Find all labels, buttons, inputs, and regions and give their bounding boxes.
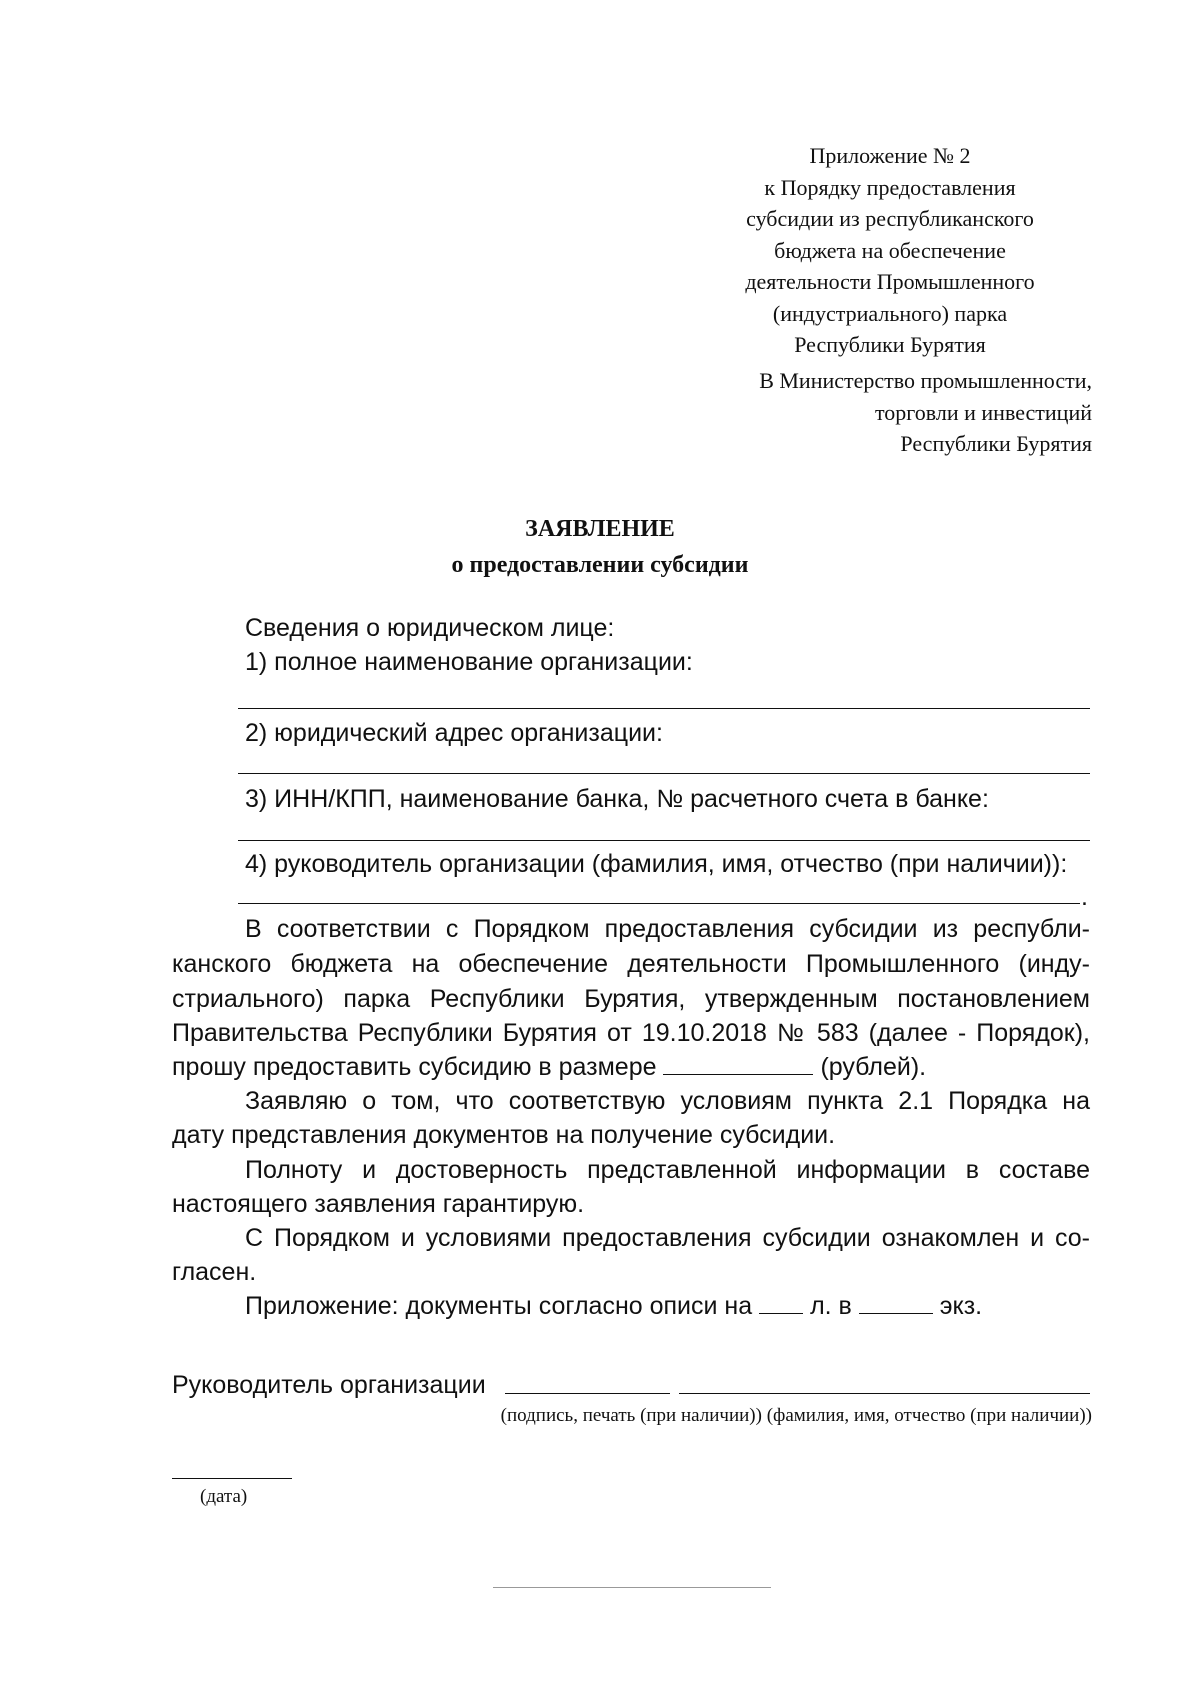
field-label-bank-details: 3) ИНН/КПП, наименование банка, № расчетного счета в банке: bbox=[245, 785, 989, 813]
date-hint: (дата) bbox=[200, 1486, 248, 1507]
copies-unit-text: экз. bbox=[939, 1292, 983, 1320]
field-label-director: 4) руководитель организации (фамилия, имя, отчество (при наличии)): bbox=[245, 850, 1068, 878]
subsidy-currency-text: (рублей). bbox=[820, 1053, 927, 1081]
appendix-block bbox=[700, 140, 1080, 361]
field-label-org-address: 2) юридический адрес организации: bbox=[245, 719, 663, 747]
document-title: ЗАЯВЛЕНИЕ bbox=[525, 516, 675, 542]
appendix-line: бюджета на обеспечение bbox=[774, 237, 1006, 263]
paragraph-line: В соответствии с Порядком предоставления субсидии из республи- bbox=[245, 915, 1090, 943]
attachment-text: Приложение: документы согласно описи на bbox=[245, 1292, 753, 1320]
legal-entity-heading: Сведения о юридическом лице: bbox=[245, 614, 615, 642]
attachment-line bbox=[245, 1290, 982, 1322]
field-end-period: . bbox=[1081, 883, 1088, 911]
subsidy-request-text: прошу предоставить субсидию в размере bbox=[172, 1053, 657, 1081]
paragraph-line: канского бюджета на обеспечение деятельности Промышленного (инду- bbox=[172, 950, 1090, 978]
date-blank[interactable] bbox=[172, 1478, 292, 1479]
field-label-org-name: 1) полное наименование организации: bbox=[245, 648, 693, 676]
paragraph-line: стриального) парка Республики Бурятия, утвержденным постановлением bbox=[172, 985, 1090, 1013]
copies-count-blank[interactable] bbox=[859, 1291, 933, 1314]
paragraph-line: С Порядком и условиями предоставления субсидии ознакомлен и со- bbox=[245, 1224, 1090, 1252]
appendix-line: (индустриального) парка bbox=[772, 300, 1008, 326]
paragraph-line: Правительства Республики Бурятия от 19.10.2018 № 583 (далее - Порядок), bbox=[172, 1019, 1090, 1047]
signatory-name-blank[interactable] bbox=[679, 1393, 1090, 1394]
signature-label: Руководитель организации bbox=[172, 1371, 486, 1399]
appendix-line: Приложение № 2 bbox=[809, 143, 971, 168]
sheets-unit-text: л. в bbox=[810, 1292, 852, 1320]
appendix-line: к Порядку предоставления bbox=[764, 174, 1016, 200]
paragraph-line: дату представления документов на получение субсидии. bbox=[172, 1121, 836, 1149]
subsidy-amount-blank[interactable] bbox=[663, 1052, 813, 1075]
addressee-line: Республики Бурятия bbox=[900, 431, 1092, 456]
field-blank-org-name[interactable] bbox=[238, 708, 1090, 709]
paragraph-line: Заявляю о том, что соответствую условиям пункта 2.1 Порядка на bbox=[245, 1087, 1090, 1115]
signature-blank[interactable] bbox=[505, 1393, 670, 1394]
footer-divider bbox=[493, 1587, 771, 1588]
sheets-count-blank[interactable] bbox=[759, 1291, 803, 1314]
paragraph-line: Полноту и достоверность представленной информации в составе bbox=[245, 1156, 1090, 1184]
appendix-line: Республики Бурятия bbox=[794, 332, 986, 357]
paragraph-line: гласен. bbox=[172, 1258, 257, 1286]
field-blank-bank-details[interactable] bbox=[238, 840, 1090, 841]
appendix-line: деятельности Промышленного bbox=[745, 269, 1035, 294]
field-blank-org-address[interactable] bbox=[238, 773, 1090, 774]
paragraph-line bbox=[172, 1051, 926, 1083]
addressee-line: В Министерство промышленности, bbox=[759, 368, 1092, 393]
addressee-block bbox=[640, 365, 1092, 460]
signature-hint: (подпись, печать (при наличии)) (фамилия, имя, отчество (при наличии)) bbox=[500, 1405, 1092, 1426]
paragraph-line: настоящего заявления гарантирую. bbox=[172, 1190, 585, 1218]
appendix-line: субсидии из республиканского bbox=[746, 206, 1034, 231]
addressee-line: торговли и инвестиций bbox=[874, 399, 1092, 425]
document-subtitle: о предоставлении субсидии bbox=[451, 552, 749, 578]
field-blank-director[interactable] bbox=[238, 903, 1080, 904]
